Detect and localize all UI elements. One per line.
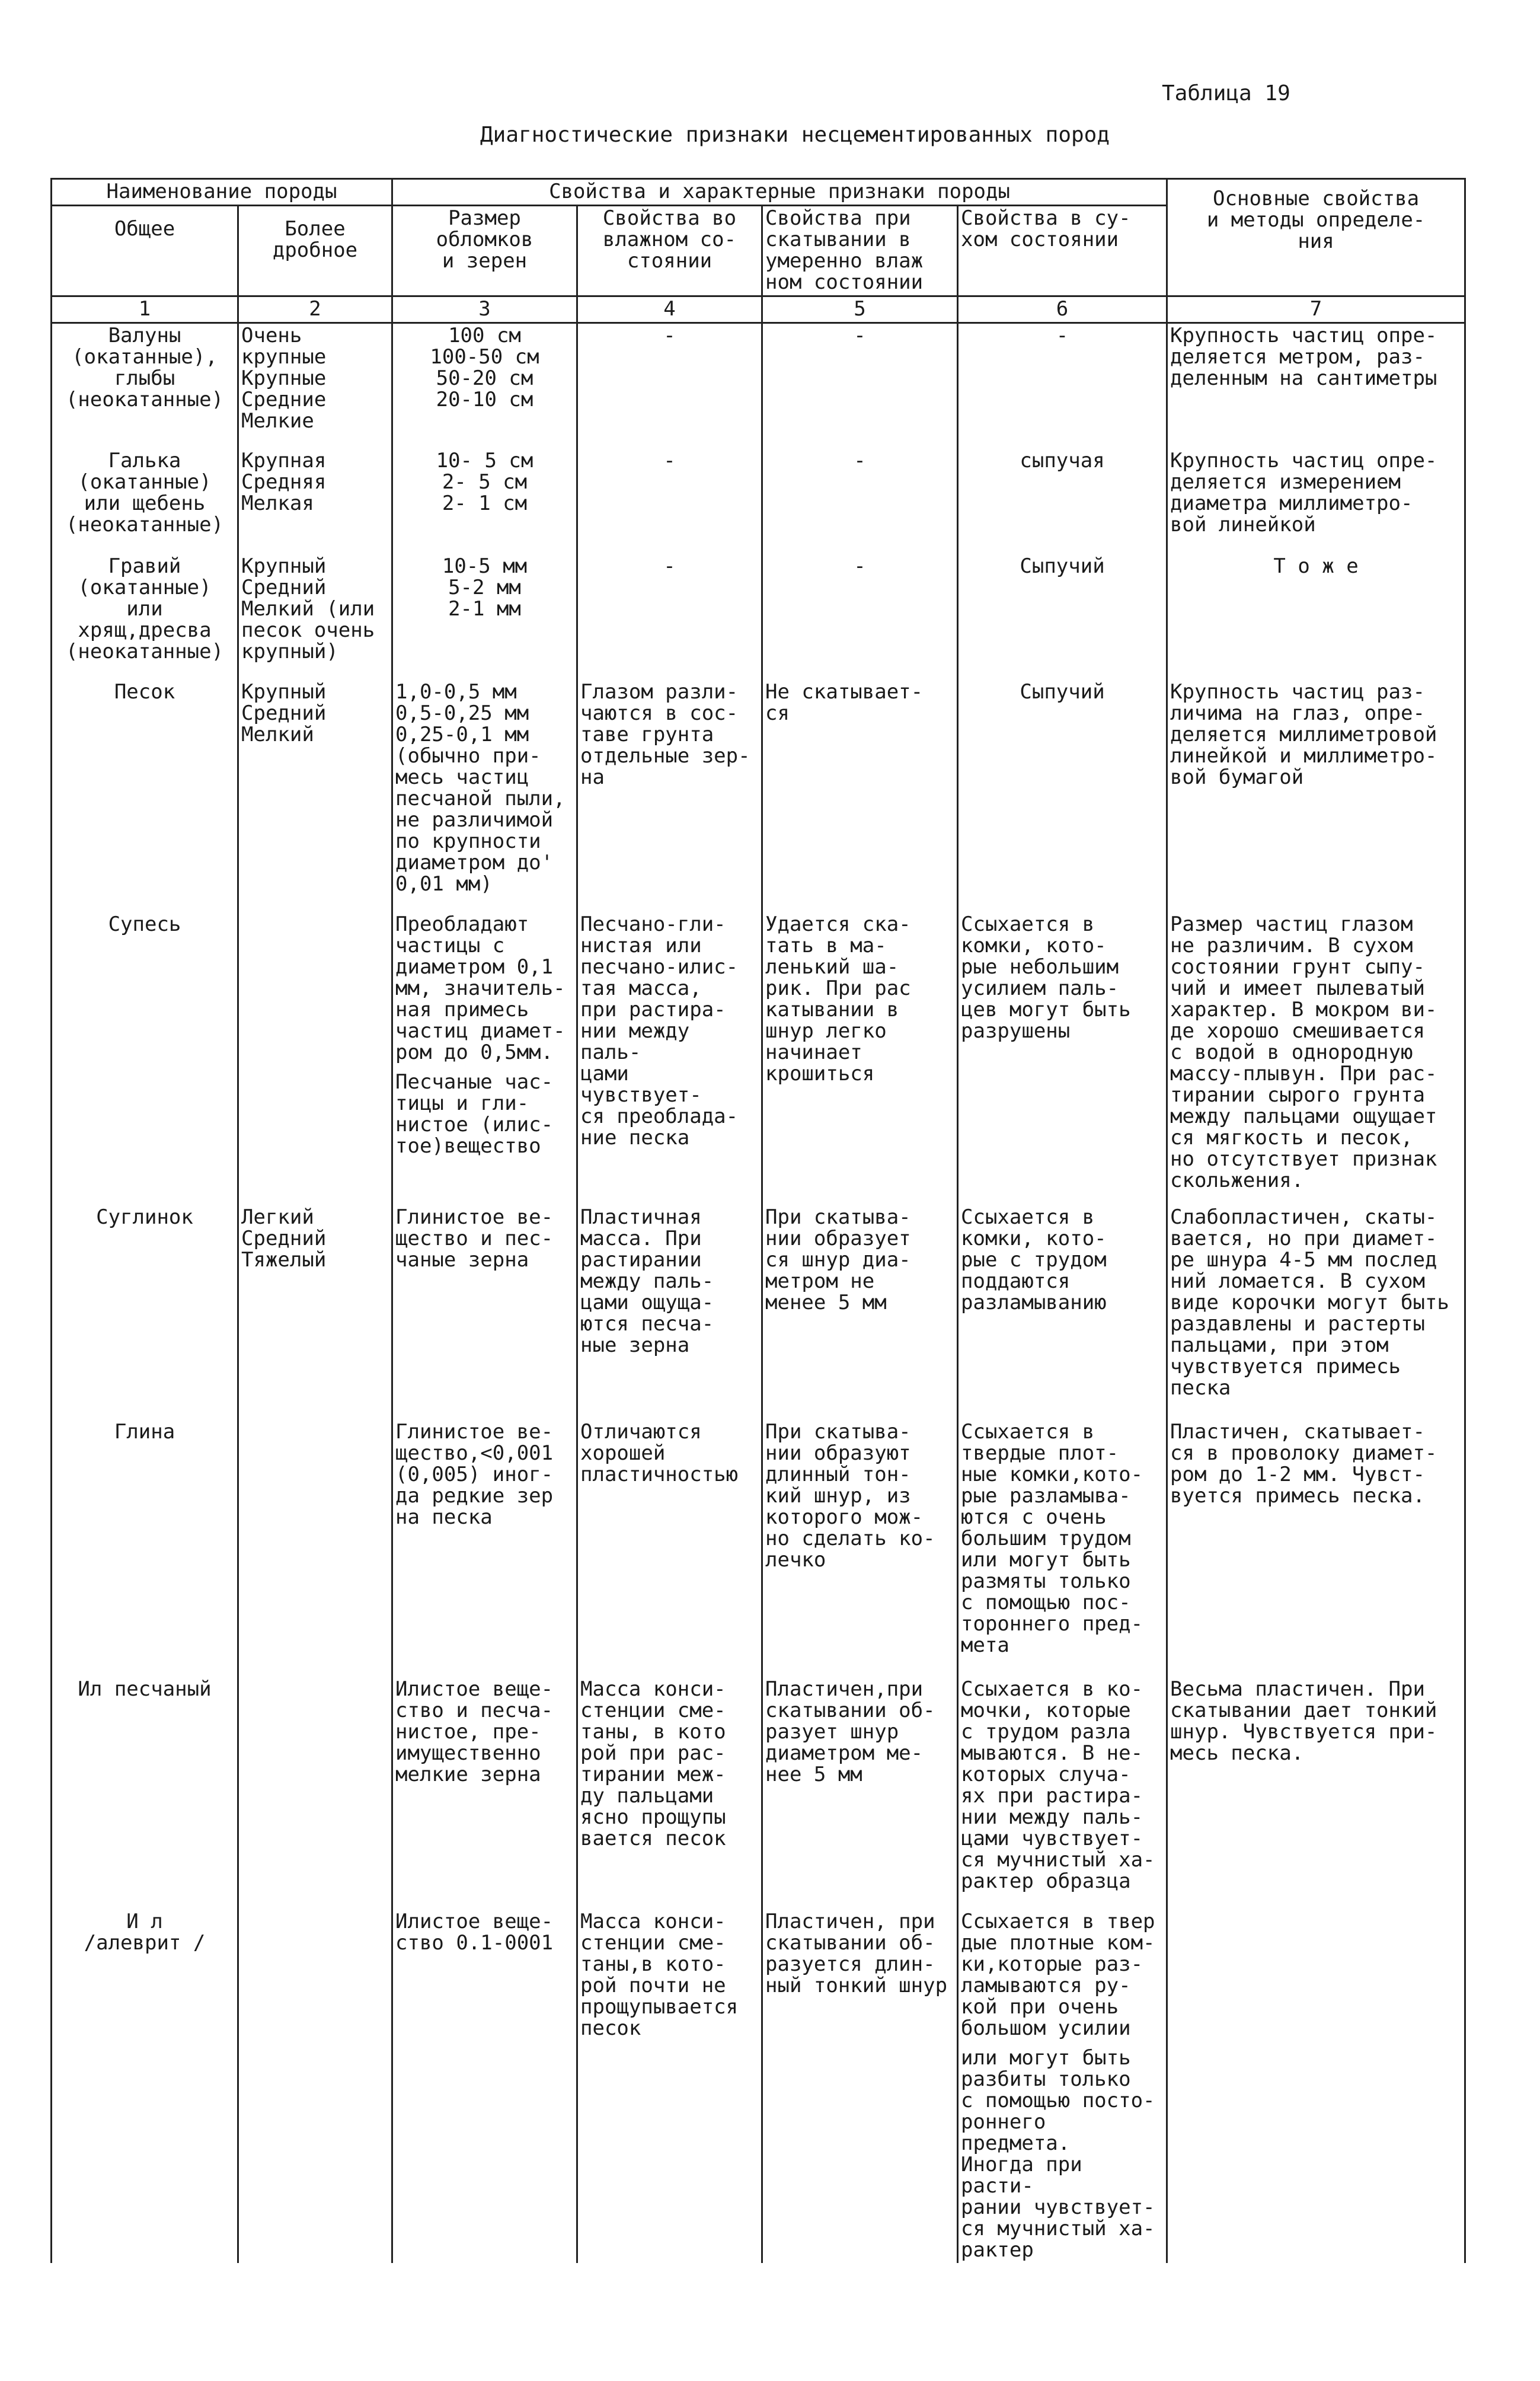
diagnostic-table — [50, 178, 1466, 2263]
cell-general: Ил песчаный — [52, 1677, 238, 1910]
cell-dry: Ссыхается в ко- мочки, которые с трудом разла мываются. В не- которых случа- ях при растира- нии между паль- цами чувствует- ся мучнистый ха- рактер образца — [958, 1677, 1167, 1910]
cell-finer: Очень крупные Крупные Средние Мелкие — [238, 323, 392, 449]
cell-dry: Ссыхается в твердые плот- ные комки,кото- рые разламыва- ются с очень большим трудом или могут быть размяты только с помощью пос- тороннего пред- мета — [958, 1420, 1167, 1677]
table-title: Диагностические признаки несцементированных пород — [480, 123, 1110, 147]
header-name-group: Наименование породы — [52, 179, 392, 206]
cell-finer: Легкий Средний Тяжелый — [238, 1205, 392, 1420]
col-num-7: 7 — [1167, 296, 1465, 323]
header-rolling: Свойства при скатывании в умеренно влаж ном состоянии — [762, 206, 958, 296]
cell-basic: Слабопластичен, скаты- вается, но при диамет- ре шнура 4-5 мм послед ний ломается. В сухом виде корочки могут быть раздавлены и растерты пальцами, при этом чувствуется примесь песка — [1167, 1205, 1465, 1420]
cell-size: Илистое веще- ство 0.1-0001 — [392, 1910, 577, 2263]
cell-size: Глинистое ве- щество и пес- чаные зерна — [392, 1205, 577, 1420]
header-finer: Более дробное — [238, 206, 392, 296]
cell-general: Песок — [52, 680, 238, 912]
cell-general: Галька (окатанные) или щебень (неокатанные) — [52, 449, 238, 554]
cell-general: Гравий (окатанные) или хрящ,дресва (неокатанные) — [52, 554, 238, 680]
table-row — [52, 912, 1465, 1205]
cell-size: 100 см 100-50 см 50-20 см 20-10 см — [392, 323, 577, 449]
cell-basic: Крупность частиц опре- деляется измерением диаметра миллиметро- вой линейкой — [1167, 449, 1465, 554]
header-size: Размер обломков и зерен — [392, 206, 577, 296]
cell-size: Глинистое ве- щество,<0,001 (0,005) иног- да редкие зер на песка — [392, 1420, 577, 1677]
cell-size — [392, 912, 577, 1205]
header-dry: Свойства в су- хом состоянии — [958, 206, 1167, 296]
cell-dry-part2: или могут быть разбиты только с помощью посто- роннего предмета. Иногда при расти- рании чувствует- ся мучнистый ха- рактер — [961, 2045, 1155, 2262]
cell-wet: Глазом разли- чаются в сос- таве грунта отдельные зер- на — [577, 680, 762, 912]
cell-wet: - — [577, 554, 762, 680]
cell-wet: Масса конси- стенции сме- таны, в кото рой при рас- тирании меж- ду пальцами ясно прощупы вается песок — [577, 1677, 762, 1910]
cell-rolling: Пластичен, при скатывании об- разуется длин- ный тонкий шнур — [762, 1910, 958, 2263]
table-row — [52, 449, 1465, 554]
cell-wet: - — [577, 449, 762, 554]
cell-wet: Масса конси- стенции сме- таны,в кото- рой почти не прощупывается песок — [577, 1910, 762, 2263]
cell-general: Суглинок — [52, 1205, 238, 1420]
column-number-row — [52, 296, 1465, 323]
table-row — [52, 1420, 1465, 1677]
header-row-top — [52, 179, 1465, 206]
table-row — [52, 1677, 1465, 1910]
cell-basic — [1167, 1910, 1465, 2263]
table-row — [52, 680, 1465, 912]
cell-size: 10- 5 см 2- 5 см 2- 1 см — [392, 449, 577, 554]
cell-general: И л /алеврит / — [52, 1910, 238, 2263]
cell-rolling: - — [762, 554, 958, 680]
cell-dry: сыпучая — [958, 449, 1167, 554]
cell-size-part1: Преобладают частицы с диаметром 0,1 мм, значитель- ная примесь частиц диамет- ром до 0,5мм. — [395, 912, 565, 1064]
header-wet: Свойства во влажном со- стоянии — [577, 206, 762, 296]
cell-general: Супесь — [52, 912, 238, 1205]
col-num-4: 4 — [577, 296, 762, 323]
col-num-1: 1 — [52, 296, 238, 323]
cell-general: Валуны (окатанные), глыбы (неокатанные) — [52, 323, 238, 449]
cell-wet: Песчано-гли- нистая или песчано-илис- тая масса, при растира- нии между паль- цами чувствует- ся преоблада- ние песка — [577, 912, 762, 1205]
table-row — [52, 1910, 1465, 2263]
col-num-5: 5 — [762, 296, 958, 323]
cell-wet: - — [577, 323, 762, 449]
cell-rolling: При скатыва- нии образует ся шнур диа- метром не менее 5 мм — [762, 1205, 958, 1420]
cell-rolling: Удается ска- тать в ма- ленький ша- рик. При рас катывании в шнур легко начинает крошиться — [762, 912, 958, 1205]
cell-basic: Крупность частиц раз- личима на глаз, опре- деляется миллиметровой линейкой и миллиметро- вой бумагой — [1167, 680, 1465, 912]
cell-finer: Крупная Средняя Мелкая — [238, 449, 392, 554]
col-num-3: 3 — [392, 296, 577, 323]
cell-basic: Размер частиц глазом не различим. В сухом состоянии грунт сыпу- чий и имеет пылеватый характер. В мокром ви- де хорошо смешивается с водой в однородную массу-плывун. При рас- тирании сырого грунта между пальцами ощущает ся мягкость и песок, но отсутствует признак скольжения. — [1167, 912, 1465, 1205]
cell-size: Илистое веще- ство и песча- нистое, пре- имущественно мелкие зерна — [392, 1677, 577, 1910]
cell-dry: - — [958, 323, 1167, 449]
cell-rolling: - — [762, 323, 958, 449]
cell-rolling: Не скатывает- ся — [762, 680, 958, 912]
cell-basic: Т о ж е — [1167, 554, 1465, 680]
header-basic-props: Основные свойства и методы определе- ния — [1167, 179, 1465, 296]
cell-dry: Ссыхается в комки, кото- рые небольшим усилием паль- цев могут быть разрушены — [958, 912, 1167, 1205]
col-num-2: 2 — [238, 296, 392, 323]
cell-dry: Ссыхается в комки, кото- рые с трудом поддаются разламыванию — [958, 1205, 1167, 1420]
cell-dry: Сыпучий — [958, 554, 1167, 680]
cell-finer — [238, 1910, 392, 2263]
cell-finer — [238, 912, 392, 1205]
cell-finer — [238, 1677, 392, 1910]
cell-dry — [958, 1910, 1167, 2263]
cell-finer — [238, 1420, 392, 1677]
header-general: Общее — [52, 206, 238, 296]
table-row — [52, 1205, 1465, 1420]
cell-basic: Пластичен, скатывает- ся в проволоку диамет- ром до 1-2 мм. Чувст- вуется примесь песка. — [1167, 1420, 1465, 1677]
cell-finer: Крупный Средний Мелкий — [238, 680, 392, 912]
cell-rolling: Пластичен,при скатывании об- разует шнур диаметром ме- нее 5 мм — [762, 1677, 958, 1910]
cell-dry-part1: Ссыхается в твер дые плотные ком- ки,которые раз- ламываются ру- кой при очень большом усилии — [961, 1909, 1155, 2040]
header-props-group: Свойства и характерные признаки породы — [392, 179, 1167, 206]
cell-basic: Весьма пластичен. При скатывании дает тонкий шнур. Чувствуется при- месь песка. — [1167, 1677, 1465, 1910]
table-row — [52, 323, 1465, 449]
cell-size: 1,0-0,5 мм 0,5-0,25 мм 0,25-0,1 мм (обычно при- месь частиц песчаной пыли, не различимой по крупности диаметром до' 0,01 мм) — [392, 680, 577, 912]
cell-size-part2: Песчаные час- тицы и гли- нистое (илис- тое)вещество — [395, 1070, 554, 1158]
table-number: Таблица 19 — [1162, 81, 1290, 106]
cell-basic: Крупность частиц опре- деляется метром, раз- деленным на сантиметры — [1167, 323, 1465, 449]
col-num-6: 6 — [958, 296, 1167, 323]
cell-rolling: - — [762, 449, 958, 554]
table-row — [52, 554, 1465, 680]
cell-rolling: При скатыва- нии образуют длинный тон- кий шнур, из которого мож- но сделать ко- лечко — [762, 1420, 958, 1677]
cell-finer: Крупный Средний Мелкий (или песок очень крупный) — [238, 554, 392, 680]
cell-wet: Пластичная масса. При растирании между паль- цами ощуща- ются песча- ные зерна — [577, 1205, 762, 1420]
cell-general: Глина — [52, 1420, 238, 1677]
cell-size: 10-5 мм 5-2 мм 2-1 мм — [392, 554, 577, 680]
cell-wet: Отличаются хорошей пластичностью — [577, 1420, 762, 1677]
cell-dry: Сыпучий — [958, 680, 1167, 912]
